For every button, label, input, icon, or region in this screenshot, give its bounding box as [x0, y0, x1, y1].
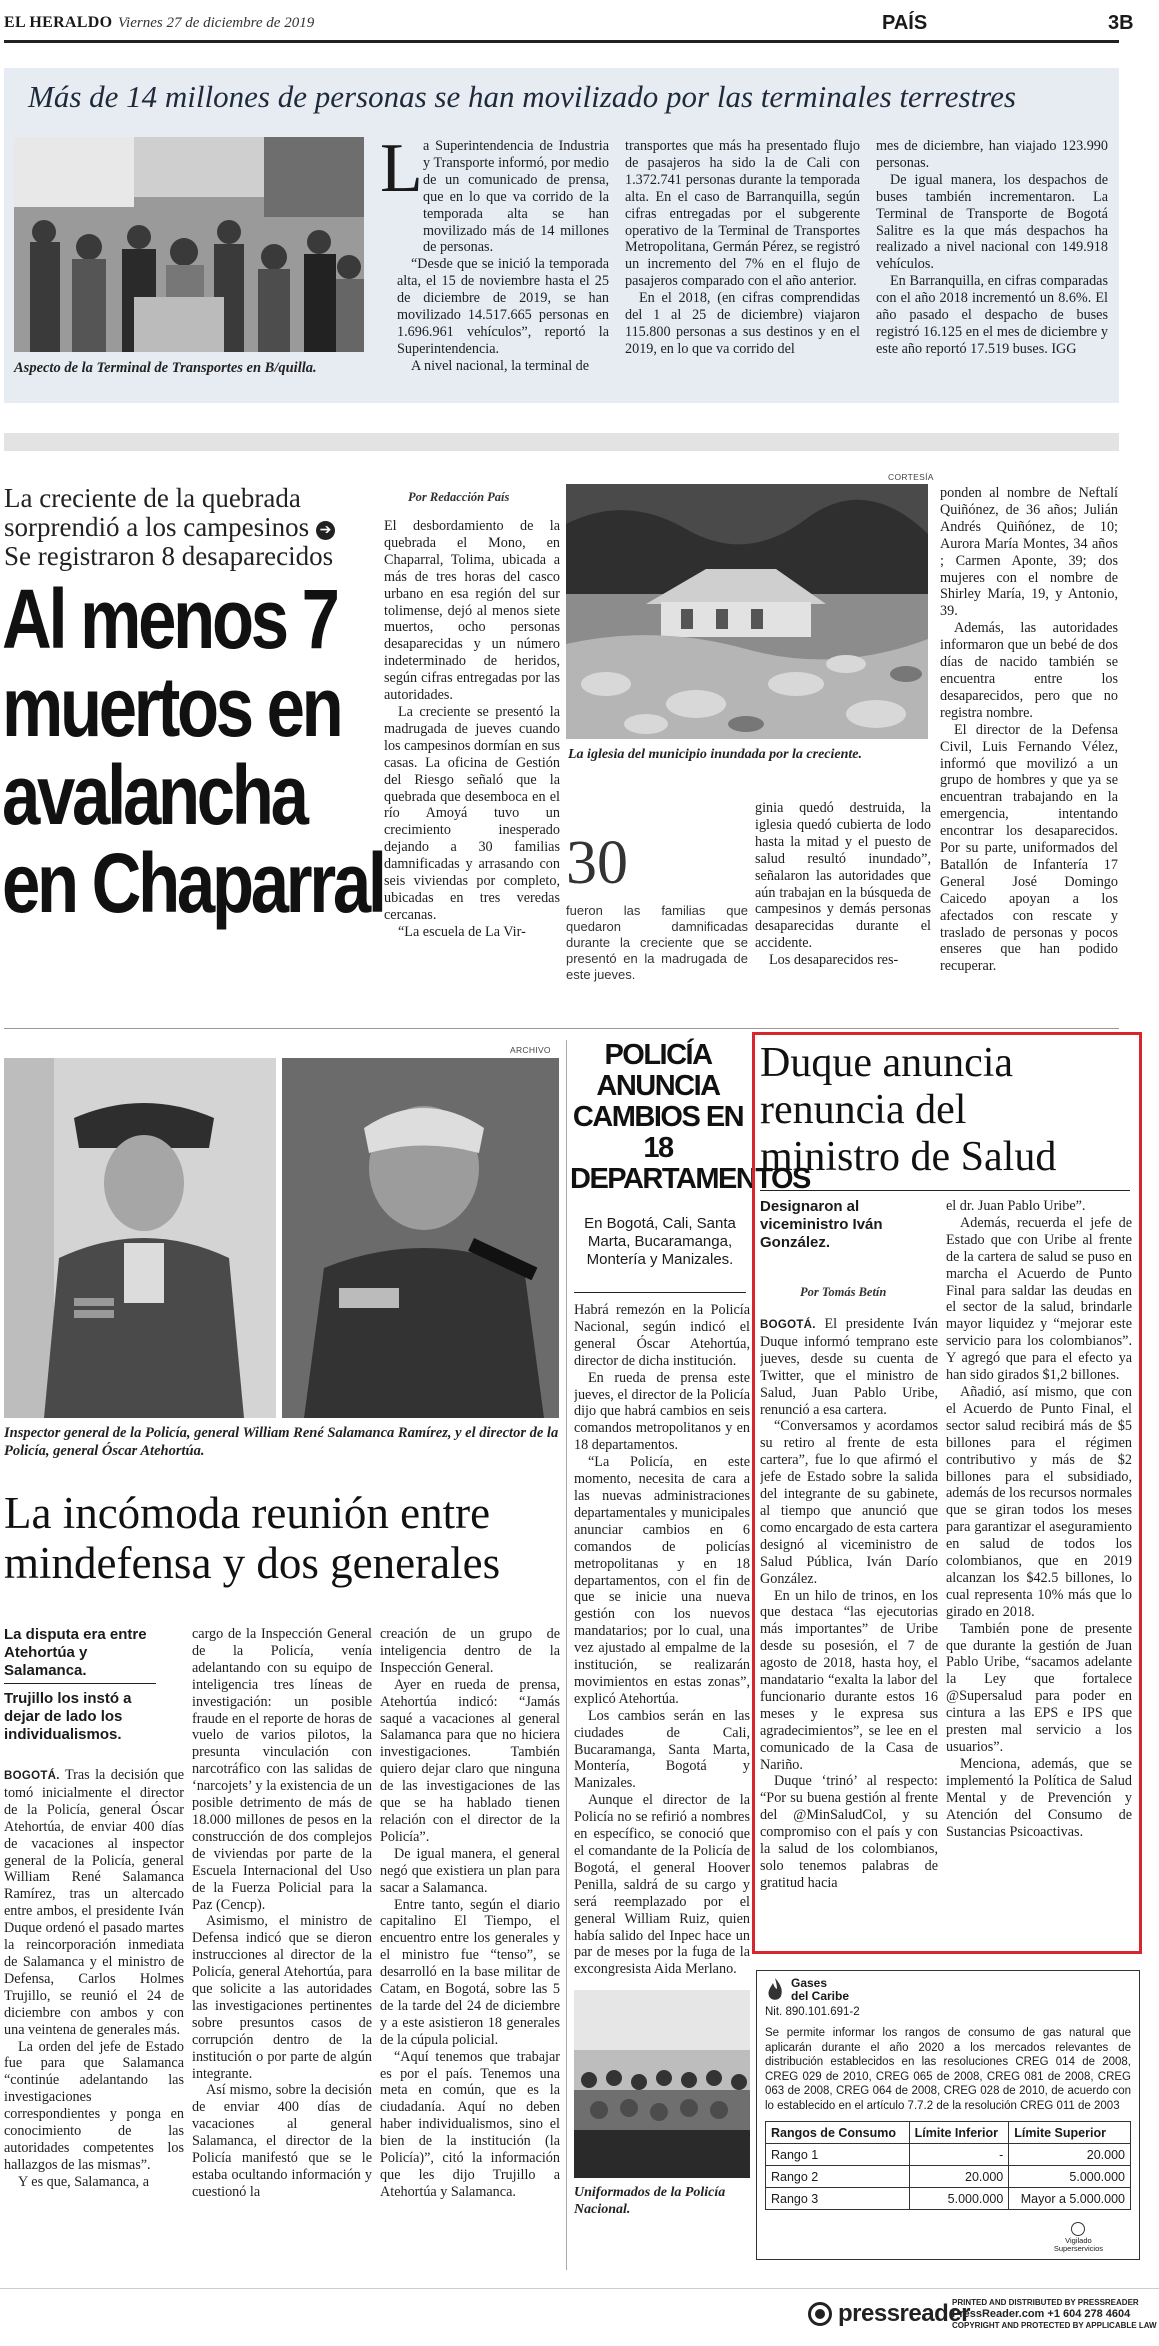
- police-subhead-rule: [574, 1292, 746, 1293]
- gas-table-cell: 5.000.000: [909, 2188, 1009, 2210]
- brand-line: Gases: [791, 1976, 828, 1990]
- generals-photo: [4, 1058, 559, 1418]
- paragraph: De igual manera, los despachos de buses también incrementaron. La Terminal de Transporte de Bogotá Salitre es la que más despachos ha realizado a nivel nacional con 149.918 vehículos.: [876, 171, 1108, 273]
- gas-table-header-cell: Rangos de Consumo: [766, 2122, 910, 2144]
- column-separator: [566, 1040, 567, 2270]
- footer-rule: [0, 2288, 1159, 2289]
- gas-table-header-cell: Límite Inferior: [909, 2122, 1009, 2144]
- headline-line: Al menos 7: [2, 572, 337, 666]
- gas-table-cell: 5.000.000: [1009, 2166, 1131, 2188]
- dateline-city: BOGOTÁ.: [4, 1770, 60, 1782]
- avalanche-kicker: [4, 484, 374, 571]
- generals-column-2: [192, 1626, 372, 2307]
- generals-column-1: [4, 1767, 184, 2307]
- police-subhead: En Bogotá, Cali, Santa Marta, Bucaramanga, Montería y Manizales.: [584, 1215, 736, 1268]
- gas-ad-brand-name: [791, 1977, 849, 2003]
- police-uniformed-image: [574, 1990, 750, 2178]
- generals-subhead-divider: [4, 1683, 156, 1684]
- duque-column-2: [946, 1198, 1132, 1948]
- generals-subhead-2: Trujillo los instó a dejar de lado los individualismos.: [4, 1690, 132, 1743]
- paragraph: el dr. Juan Pablo Uribe”.: [946, 1198, 1086, 1214]
- duque-headline: [760, 1040, 1140, 1181]
- pressreader-legal: [952, 2298, 1157, 2331]
- gas-table-cell: Mayor a 5.000.000: [1009, 2188, 1131, 2210]
- generals-photo-image: [4, 1058, 559, 1418]
- paragraph: Ayer en rueda de prensa, Atehortúa indicó: “Jamás saqué a vacaciones al general Salamanca para que no hiciera investigaciones. También quiero dejar claro que ninguna de las investigaciones de las que se ha hablado tienen relación con el director de la Policía”.: [380, 1676, 560, 1845]
- avalanche-column-3: [940, 485, 1118, 1016]
- gas-table-cell: 20.000: [909, 2166, 1009, 2188]
- paragraph: ponden al nombre de Neftalí Quiñónez, de 36 años; Julián Andrés Quiñónez, de 10; Aurora María Montes, 34 años ; Carmen Aponte, 39; dos mujeres con el nombre de Shirley María, 19, y Antonio, 39.: [940, 485, 1118, 620]
- seal-icon: [1071, 2222, 1085, 2236]
- gas-table-header-row: [766, 2122, 1131, 2144]
- gas-table-cell: Rango 1: [766, 2144, 910, 2166]
- avalanche-column-1: [384, 518, 560, 1016]
- flooded-church-photo: [566, 484, 928, 739]
- top-story-column-1: [397, 138, 609, 396]
- paragraph: creación de un grupo de inteligencia dentro de la Inspección General.: [380, 1626, 560, 1676]
- section-divider-bar: [4, 433, 1119, 451]
- paragraph: Además, las autoridades informaron que un bebé de dos días de nacido también se encuentra entre los desaparecidos, pero que no registra nombre.: [940, 620, 1118, 721]
- paragraph: En Barranquilla, en cifras comparadas con el año 2018 incrementó un 8.6%. El año pasado el despacho de buses registró 16.125 en el mes de diciembre y este año reportó 17.519 buses. IGG: [876, 273, 1108, 357]
- masthead-paper-name: EL HERALDO: [4, 14, 113, 31]
- masthead-section: PAÍS: [882, 12, 928, 34]
- gas-ad-text: Se permite informar los rangos de consumo de gas natural que aplicarán durante el año 2020 a los mercados relevantes de distribución establecidos en las resoluciones CREG 014 de 2008, CREG 029 de 2010, CREG 065 de 2008, CREG 081 de 2008, CREG 063 de 2008, CREG 064 de 2008, CREG 028 de 2010, de acuerdo con lo establecido en el artículo 7.7.2 de la resolución CREG 011 de 2003: [765, 2027, 1131, 2112]
- pressreader-brand: pressreader: [838, 2300, 970, 2327]
- headline-line: mindefensa y dos generales: [4, 1538, 501, 1588]
- terminal-photo: [14, 137, 364, 352]
- headline-line: renuncia del: [760, 1087, 967, 1133]
- paragraph: De igual manera, el general negó que existiera un plan para sacar a Salamanca.: [380, 1845, 560, 1896]
- headline-line: DEPARTAMENTOS: [570, 1163, 810, 1195]
- top-story-column-2: [625, 138, 860, 396]
- paragraph: Añadió, así mismo, que con el Acuerdo de Punto Final, el sector salud recibirá más de $5 billones para el régimen contributivo y más de $2 billones para el subsidiado, además de los recursos normales que se giran todos los meses para garantizar el aseguramiento en salud de todos los colombianos, que en 2019 alcanzan los $42.5 billones, lo cual representa 10% más que lo girado en 2018.: [946, 1383, 1132, 1620]
- headline-line: ANUNCIA: [596, 1070, 720, 1102]
- duque-byline: Por Tomás Betín: [800, 1285, 887, 1299]
- paragraph: Los cambios serán en las ciudades de Cali, Bucaramanga, Santa Marta, Montería, Bogotá y Manizales.: [574, 1707, 750, 1792]
- pressreader-logo: [808, 2300, 970, 2328]
- brand-line: del Caribe: [791, 1989, 850, 2003]
- paragraph: transportes que más ha presentado flujo de pasajeros ha sido la de Cali con 1.372.741 personas durante la temporada alta. En el caso de Barranquilla, según cifras entregadas por el subgerente operativo de la Terminal de Transportes Metropolitana, Germán Pérez, se registró un incremento del 7% en el flujo de pasajeros comparado con el año anterior.: [625, 138, 860, 290]
- legal-line: PRINTED AND DISTRIBUTED BY PRESSREADER: [952, 2298, 1139, 2307]
- avalanche-headline: [2, 572, 384, 930]
- kicker-line: La creciente de la quebrada: [4, 483, 301, 513]
- gas-ad-brand: [765, 1977, 1131, 2003]
- gas-table-cell: 20.000: [1009, 2144, 1131, 2166]
- paragraph: En un hilo de trinos, en los que destaca “las ejecutorias más importantes” de Uribe desde su posesión, el 7 de agosto de 2018, hasta hoy, el mandatario “exalta la labor del funcionario durante estos 16 meses y le expresa sus agradecimientos”, se lee en el comunicado de la Casa de Nariño.: [760, 1587, 938, 1773]
- flooded-church-image: [566, 484, 928, 739]
- avalanche-photo-credit: CORTESÍA: [888, 472, 934, 482]
- legal-line: COPYRIGHT AND PROTECTED BY APPLICABLE LAW: [952, 2321, 1157, 2330]
- generals-column-3: [380, 1626, 560, 2307]
- paragraph: “Conversamos y acordamos su retiro al frente de esta cartera”, fue lo que afirmó el jefe de Estado sobre la salida del integrante de su gabinete, al tiempo que anunció que como encargado de esta cartera designó al viceministro de Salud Pública, Iván Darío González.: [760, 1418, 938, 1587]
- arrow-circle-icon: ➔: [316, 521, 335, 540]
- police-photo-caption: Uniformados de la Policía Nacional.: [574, 2185, 726, 2217]
- gas-table-cell: Rango 2: [766, 2166, 910, 2188]
- police-uniformed-photo: [574, 1990, 750, 2178]
- paragraph: El desbordamiento de la quebrada el Mono, en Chaparral, Tolima, ubicada a más de tres horas del casco urbano en esa región del sur tolimense, dejó al menos siete muertos, ocho personas desaparecidas y un número indeterminado de heridos, según cifras entregadas por las autoridades.: [384, 518, 560, 704]
- paragraph: En el 2018, (en cifras comprendidas del 1 al 25 de diciembre) viajaron 115.800 personas a sus destinos y en el 2019, en lo que va corrido del: [625, 290, 860, 357]
- paragraph: mes de diciembre, han viajado 123.990 personas.: [876, 138, 1108, 171]
- generals-headline: [4, 1488, 564, 1588]
- gas-table-cell: Rango 3: [766, 2188, 910, 2210]
- gas-ad-nit: Nit. 890.101.691-2: [765, 2006, 860, 2018]
- headline-line: en Chaparral: [2, 836, 384, 930]
- paragraph: Menciona, además, que se implementó la Política de Salud Mental y de Prevención y Atención del Consumo de Sustancias Psicoactivas.: [946, 1755, 1132, 1840]
- paragraph: Además, recuerda el jefe de Estado que con Uribe al frente de la cartera de salud se puso en marcha el Acuerdo de Punto Final para saldar las deudas en el sector de la salud, brindarle mayor liquidez y “mejorar este servicio para los colombianos”. Y agregó que para el efecto ya han sido girados $1,2 billones.: [946, 1214, 1132, 1384]
- kicker-line-text: sorprendió a los campesinos: [4, 512, 310, 542]
- paragraph: ginia quedó destruida, la iglesia quedó cubierta de lodo hasta la mitad y el puesto de salud resultó inundado”, señalaron las autoridades que aún trabajan en la búsqueda de campesinos y demás personas desaparecidas durante el accidente.: [755, 800, 931, 952]
- gas-ad-table: [765, 2121, 1131, 2210]
- pressreader-icon: [808, 2302, 832, 2326]
- duque-headline-rule: [760, 1190, 1130, 1191]
- vigilado-line: Vigilado: [1065, 2236, 1092, 2245]
- paragraph-text: El presidente Iván Duque informó temprano este jueves, desde su cuenta de Twitter, que el ministro de Salud, Juan Pablo Uribe, renunció a esa cartera.: [760, 1316, 938, 1418]
- flooded-church-caption: La iglesia del municipio inundada por la creciente.: [568, 747, 862, 762]
- kicker-line: [4, 513, 374, 542]
- gas-advertisement: [756, 1970, 1140, 2260]
- gas-table-header-cell: Límite Superior: [1009, 2122, 1131, 2144]
- headline-line: muertos en: [2, 660, 341, 754]
- gas-table-body: [766, 2122, 1131, 2210]
- terminal-photo-caption: Aspecto de la Terminal de Transportes en B/quilla.: [14, 360, 317, 376]
- paragraph: Entre tanto, según el diario capitalino El Tiempo, el encuentro entre los generales y el ministro fue “tenso”, se desarrolló en la base militar de Catam, en Bogotá, sobre las 5 de la tarde del 24 de diciembre y a este asistieron 18 generales de la cúpula policial.: [380, 1896, 560, 2048]
- top-story-dropcap: L: [380, 130, 423, 207]
- masthead-rule: [4, 40, 1119, 43]
- generals-subhead-1: La disputa era entre Atehortúa y Salamanca.: [4, 1626, 147, 1679]
- gas-table-row: [766, 2144, 1131, 2166]
- paragraph: “Aquí tenemos que trabajar es por el país. Tenemos una meta en común, que es la ciudadanía. Aquí no deben haber individualismos, sino el bien de la institución (la Policía)”, citó la información que les dijo Trujillo a Atehortúa y Salamanca.: [380, 2048, 560, 2200]
- avalanche-big-number: 30: [566, 829, 628, 897]
- headline-line: Duque anuncia: [760, 1040, 1014, 1086]
- paragraph: El director de la Defensa Civil, Luis Fernando Vélez, informó que movilizó a un grupo de hombres y que ya se encuentran trabajando en la emergencia, intentando encontrar los desaparecidos. Por su parte, uniformados del Batallón de Infantería 17 General José Domingo Caicedo apoyan a los afectados con rescate y traslado de personas y pocos enseres que han podido recuperar.: [940, 721, 1118, 975]
- headline-line: avalancha: [2, 748, 306, 842]
- dateline-city: BOGOTÁ.: [760, 1319, 816, 1331]
- avalanche-bottom-rule: [4, 1028, 1119, 1029]
- paragraph: En rueda de prensa este jueves, el director de la Policía dijo que habrá cambios en seis comandos metropolitanos y en 18 departamentos.: [574, 1369, 750, 1454]
- paragraph: Aunque el director de la Policía no se refirió a nombres en específico, se conoció que el comandante de la Policía de Bogotá, el general Hoover Penilla, saldrá de su cargo y será reemplazado por el general William Ruiz, quien había salido del Inpec hace un par de meses por la fuga de la excongresista Aida Merlano.: [574, 1792, 750, 1978]
- vigilado-seal: [1054, 2222, 1103, 2253]
- paragraph: “La Policía, en este momento, necesita de cara a las nuevas administraciones departamentales y municipales anunciar cambios en 6 comandos de policías metropolitanas y en 18 departamentos, con el fin de que se inicie una nueva gestión con los nuevos mandatarios; por lo cual, una vez ajustado al empalme de la institución, se realizarán movimientos en estas zonas”, explicó Atehortúa.: [574, 1454, 750, 1707]
- headline-line: CAMBIOS EN 18: [572, 1101, 744, 1164]
- avalanche-byline: Por Redacción País: [408, 490, 510, 504]
- paragraph: También pone de presente que durante la gestión de Juan Pablo Uribe, “sacamos adelante la Ley que fortalece @Supersalud para poder en cintura a las EPS e IPS que presten mal servicio a los usuarios”.: [946, 1620, 1132, 1755]
- gas-table-row: [766, 2166, 1131, 2188]
- paragraph: Los desaparecidos res-: [769, 952, 899, 969]
- paragraph: Asimismo, el ministro de Defensa indicó que se dieron instrucciones al director de la Policía, general Atehortúa, para que solicite a las autoridades las investigaciones pertinentes sobre presuntos casos de corrupción dentro de la institución o por parte de algún integrante.: [192, 1913, 372, 2082]
- top-story-column-3: [876, 138, 1108, 396]
- legal-line: PressReader.com +1 604 278 4604: [952, 2308, 1131, 2320]
- gas-table-cell: -: [909, 2144, 1009, 2166]
- paragraph-text: Tras la decisión que tomó inicialmente el director de la Policía, general Óscar Atehortúa, de enviar 400 días de vacaciones al inspector general de la Policía, general William René Salamanca Ramírez, tras un altercado entre ambos, el presidente Iván Duque ordenó el pasado martes la reincorporación inmediata de Salamanca y el ministro de Defensa, Carlos Holmes Trujillo, se reunió el 24 de diciembre con ambos y con una veintena de generales más.: [4, 1767, 184, 2038]
- flame-logo-icon: [765, 1977, 785, 2003]
- paragraph: A nivel nacional, la terminal de: [411, 357, 590, 374]
- paragraph: La creciente se presentó la madrugada de jueves cuando los campesinos dormían en sus casas. La oficina de Gestión del Riesgo señaló que la quebrada que desemboca en el río Amoyá tuvo un crecimiento inesperado dejando a 30 familias damnificadas y arrasando con seis viviendas por completo, ubicadas en tres veredas cercanas.: [384, 703, 560, 923]
- avalanche-big-number-text: fueron las familias que quedaron damnificadas durante la creciente que se presentó en la madrugada de este jueves.: [566, 903, 748, 982]
- police-headline: [570, 1039, 810, 1195]
- generals-photo-caption: Inspector general de la Policía, general William René Salamanca Ramírez, y el director de la Policía, general Óscar Atehortúa.: [4, 1425, 559, 1459]
- duque-column-1: [760, 1316, 938, 1948]
- paragraph: Duque ‘trinó’ al respecto: “Por su buena gestión al frente del @MinSaludCol, y su compromiso con el país y con la salud de los colombianos, solo tenemos palabras de gratitud hacia: [760, 1773, 938, 1891]
- avalanche-column-2: [755, 800, 931, 1016]
- kicker-line: Se registraron 8 desaparecidos: [4, 541, 334, 571]
- paragraph: La orden del jefe de Estado fue para que Salamanca “continúe adelantando las investigaciones correspondientes y ponga en conocimiento de las autoridades competentes los hallazgos de las mismas”.: [4, 2038, 184, 2173]
- paragraph: Habrá remezón en la Policía Nacional, según indicó el general Óscar Atehortúa, director de dicha institución.: [574, 1302, 750, 1369]
- top-story-headline: Más de 14 millones de personas se han movilizado por las terminales terrestres: [28, 79, 1016, 114]
- generals-photo-credit: ARCHIVO: [510, 1045, 551, 1055]
- masthead-page-number: 3B: [1108, 12, 1134, 34]
- paragraph: cargo de la Inspección General de la Policía, venía adelantando con su equipo de inteligencia tres líneas de investigación: un posible fraude en el reporte de horas de vuelo de varios pilotos, la presunta vinculación con narcotráfico con las salidas de ‘narcojets’ y la existencia de un posible detrimento de más de 18.000 millones de pesos en la construcción de dos complejos de viviendas por parte de la Escuela Internacional del Uso de la Fuerza Policial para la Paz (Cencp).: [192, 1626, 372, 1913]
- masthead-date: Viernes 27 de diciembre de 2019: [118, 15, 315, 31]
- duque-subhead: Designaron al viceministro Iván González.: [760, 1198, 883, 1251]
- paragraph: a Superintendencia de Industria y Transporte informó, por medio de un comunicado de prensa, que en lo que va corrido de la temporada alta se han movilizado más de 14 millones de personas.: [423, 138, 609, 256]
- police-column: [574, 1302, 750, 1978]
- headline-line: La incómoda reunión entre: [4, 1488, 491, 1538]
- paragraph: Y es que, Salamanca, a: [18, 2173, 150, 2190]
- paragraph: “Desde que se inició la temporada alta, el 15 de noviembre hasta el 25 de diciembre de 2019, se han movilizado 14.517.665 personas en 1.696.961 vehículos”, reportó la Superintendencia.: [397, 256, 609, 357]
- paragraph: “La escuela de La Vir-: [398, 923, 526, 940]
- headline-line: POLICÍA: [604, 1039, 712, 1071]
- vigilado-line: Superservicios: [1053, 2244, 1103, 2253]
- paragraph: Así mismo, sobre la decisión de enviar 400 días de vacaciones al general Salamanca, el director de la Policía manifestó que se le estaba ocultando información y cuestionó la: [192, 2082, 372, 2200]
- gas-table-row: [766, 2188, 1131, 2210]
- terminal-photo-image: [14, 137, 364, 352]
- headline-line: ministro de Salud: [760, 1134, 1057, 1180]
